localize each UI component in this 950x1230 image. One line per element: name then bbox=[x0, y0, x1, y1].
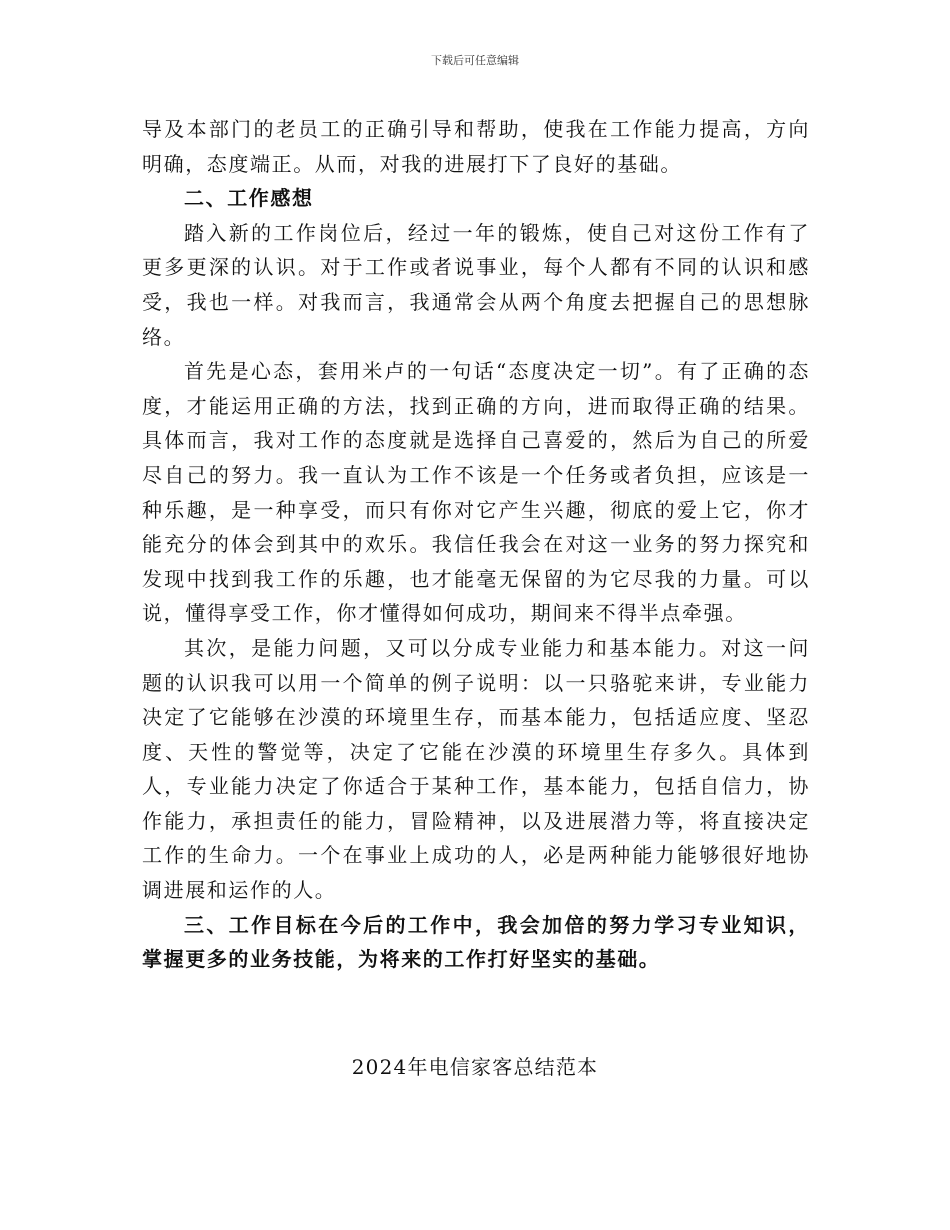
paragraph-new-position: 踏入新的工作岗位后，经过一年的锻炼，使自己对这份工作有了更多更深的认识。对于工作或者说事业，每个人都有不同的认识和感受，我也一样。对我而言，我通常会从两个角度去把握自己的思想脉络。 bbox=[142, 220, 810, 349]
paragraph-continuation: 导及本部门的老员工的正确引导和帮助，使我在工作能力提高，方向明确，态度端正。从而，对我的进展打下了良好的基础。 bbox=[142, 117, 810, 176]
paragraph-attitude: 首先是心态，套用米卢的一句话“态度决定一切”。有了正确的态度，才能运用正确的方法，找到正确的方向，进而取得正确的结果。具体而言，我对工作的态度就是选择自己喜爱的，然后为自己的所爱尽自己的努力。我一直认为工作不该是一个任务或者负担，应该是一种乐趣，是一种享受，而只有你对它产生兴趣，彻底的爱上它，你才能充分的体会到其中的欢乐。我信任我会在对这一业务的努力探究和发现中找到我工作的乐趣，也才能毫无保留的为它尽我的力量。可以说，懂得享受工作，你才懂得如何成功，期间来不得半点牵强。 bbox=[142, 359, 810, 626]
page-header: 下载后可任意编辑 bbox=[431, 54, 519, 67]
section-heading-work-thoughts: 二、工作感想 bbox=[184, 186, 314, 211]
section-heading-work-goals: 三、工作目标在今后的工作中，我会加倍的努力学习专业知识，掌握更多的业务技能，为将来的工作打好坚实的基础。 bbox=[142, 912, 810, 972]
document-title: 2024年电信家客总结范本 bbox=[351, 1055, 599, 1079]
document-body bbox=[142, 112, 810, 977]
paragraph-ability: 其次，是能力问题，又可以分成专业能力和基本能力。对这一问题的认识我可以用一个简单的例子说明：以一只骆驼来讲，专业能力决定了它能够在沙漠的环境里生存，而基本能力，包括适应度、坚忍度、天性的警觉等，决定了它能在沙漠的环境里生存多久。具体到人，专业能力决定了你适合于某种工作，基本能力，包括自信力，协作能力，承担责任的能力，冒险精神，以及进展潜力等，将直接决定工作的生命力。一个在事业上成功的人，必是两种能力能够很好地协调进展和运作的人。 bbox=[142, 635, 810, 903]
